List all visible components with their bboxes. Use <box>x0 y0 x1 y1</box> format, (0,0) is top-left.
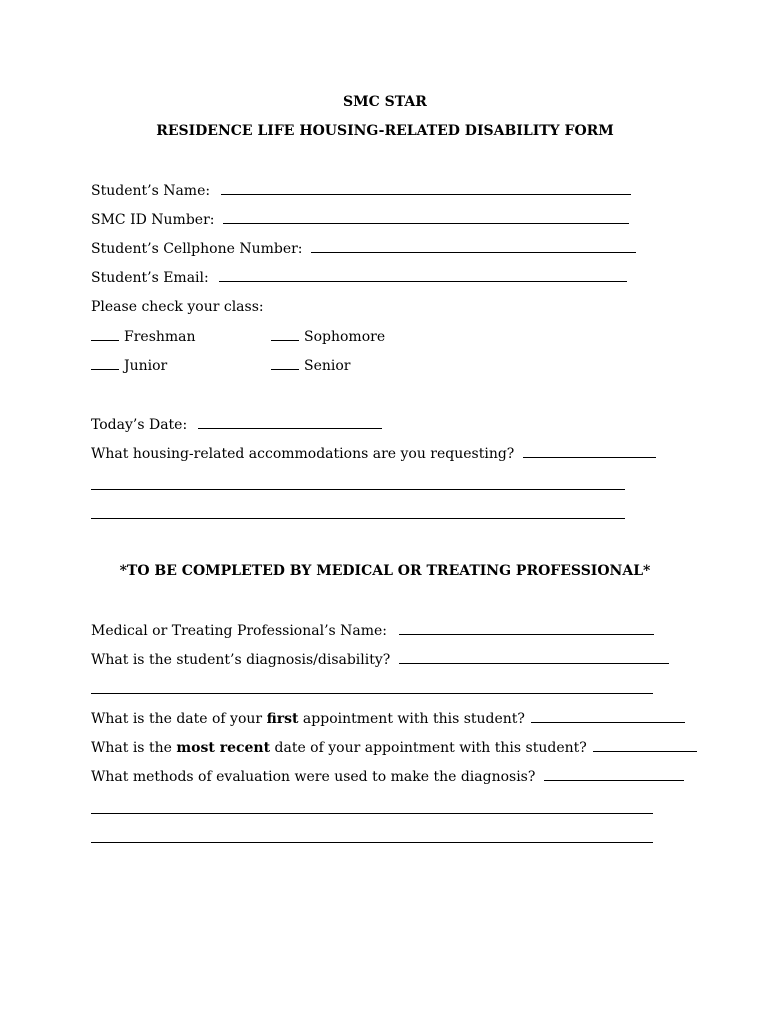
class-option-senior[interactable] <box>271 357 351 374</box>
form-subtitle: RESIDENCE LIFE HOUSING-RELATED DISABILITY FORM <box>156 123 614 139</box>
email-label: Student’s Email: <box>91 270 209 286</box>
recent-appointment-row <box>91 739 697 756</box>
cellphone-field[interactable] <box>311 240 636 253</box>
todays-date-row <box>91 416 382 433</box>
todays-date-field[interactable] <box>198 416 382 429</box>
smc-id-field[interactable] <box>223 211 629 224</box>
cellphone-label: Student’s Cellphone Number: <box>91 241 303 257</box>
accommodations-line-2[interactable] <box>91 489 625 490</box>
class-option-sophomore[interactable] <box>271 328 385 345</box>
freshman-label: Freshman <box>124 329 196 345</box>
senior-checkbox[interactable] <box>271 357 299 370</box>
cellphone-row <box>91 240 636 257</box>
first-appointment-row <box>91 710 685 727</box>
recent-appointment-bold: most recent <box>176 740 271 756</box>
professional-section-heading: *TO BE COMPLETED BY MEDICAL OR TREATING PROFESSIONAL* <box>119 563 651 579</box>
evaluation-row <box>91 768 684 785</box>
freshman-checkbox[interactable] <box>91 328 119 341</box>
first-appointment-field[interactable] <box>531 710 685 723</box>
junior-label: Junior <box>124 358 168 374</box>
student-name-field[interactable] <box>221 182 631 195</box>
form-title: SMC STAR <box>343 94 427 110</box>
junior-checkbox[interactable] <box>91 357 119 370</box>
recent-appointment-field[interactable] <box>593 739 697 752</box>
email-field[interactable] <box>219 269 627 282</box>
sophomore-checkbox[interactable] <box>271 328 299 341</box>
smc-id-label: SMC ID Number: <box>91 212 215 228</box>
professional-name-row <box>91 622 654 639</box>
evaluation-line-3[interactable] <box>91 842 653 843</box>
student-name-label: Student’s Name: <box>91 183 211 199</box>
evaluation-line-2[interactable] <box>91 813 653 814</box>
class-option-junior[interactable] <box>91 357 167 374</box>
first-appointment-post: appointment with this student? <box>302 711 525 727</box>
accommodations-label: What housing-related accommodations are you requesting? <box>91 446 515 462</box>
email-row <box>91 269 627 286</box>
diagnosis-line-2[interactable] <box>91 693 653 694</box>
evaluation-label: What methods of evaluation were used to make the diagnosis? <box>91 769 536 785</box>
class-prompt: Please check your class: <box>91 299 264 315</box>
professional-name-label: Medical or Treating Professional’s Name: <box>91 623 388 639</box>
diagnosis-label: What is the student’s diagnosis/disability? <box>91 652 391 668</box>
diagnosis-row <box>91 651 669 668</box>
todays-date-label: Today’s Date: <box>91 417 188 433</box>
first-appointment-pre: What is the date of your <box>91 711 263 727</box>
accommodations-row <box>91 445 656 462</box>
student-name-row <box>91 182 631 199</box>
smc-id-row <box>91 211 629 228</box>
class-option-freshman[interactable] <box>91 328 196 345</box>
recent-appointment-pre: What is the <box>91 740 172 756</box>
first-appointment-bold: first <box>266 711 299 727</box>
evaluation-field[interactable] <box>544 768 684 781</box>
accommodations-line-3[interactable] <box>91 518 625 519</box>
accommodations-field[interactable] <box>523 445 656 458</box>
diagnosis-field[interactable] <box>399 651 669 664</box>
senior-label: Senior <box>304 358 351 374</box>
recent-appointment-post: date of your appointment with this student? <box>274 740 587 756</box>
sophomore-label: Sophomore <box>304 329 386 345</box>
professional-name-field[interactable] <box>399 622 654 635</box>
